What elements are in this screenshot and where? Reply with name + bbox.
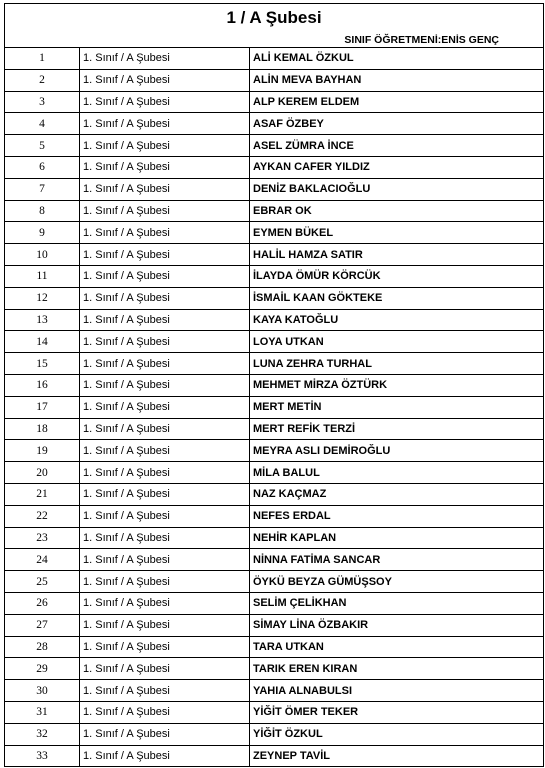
row-class: 1. Sınıf / A Şubesi [80, 592, 250, 614]
table-row [5, 483, 543, 505]
row-number: 13 [5, 309, 80, 331]
row-class: 1. Sınıf / A Şubesi [80, 200, 250, 222]
row-class: 1. Sınıf / A Şubesi [80, 244, 250, 266]
row-number: 1 [5, 48, 80, 69]
row-student-name: NEHİR KAPLAN [250, 527, 544, 549]
row-student-name: YİĞİT ÖMER TEKER [250, 701, 544, 723]
row-number: 20 [5, 462, 80, 484]
row-number: 12 [5, 287, 80, 309]
row-student-name: LOYA UTKAN [250, 331, 544, 353]
title-block [5, 3, 543, 48]
table-row [5, 527, 543, 549]
row-student-name: YİĞİT ÖZKUL [250, 723, 544, 745]
row-class: 1. Sınıf / A Şubesi [80, 745, 250, 767]
row-number: 6 [5, 156, 80, 178]
row-class: 1. Sınıf / A Şubesi [80, 91, 250, 113]
row-student-name: İLAYDA ÖMÜR KÖRCÜK [250, 265, 544, 287]
row-class: 1. Sınıf / A Şubesi [80, 48, 250, 69]
table-row [5, 309, 543, 331]
row-class: 1. Sınıf / A Şubesi [80, 723, 250, 745]
student-table [5, 48, 543, 767]
row-student-name: MERT METİN [250, 396, 544, 418]
row-number: 5 [5, 135, 80, 157]
row-number: 17 [5, 396, 80, 418]
row-number: 24 [5, 549, 80, 571]
row-student-name: EYMEN BÜKEL [250, 222, 544, 244]
row-class: 1. Sınıf / A Şubesi [80, 113, 250, 135]
table-row [5, 592, 543, 614]
row-student-name: MİLA BALUL [250, 462, 544, 484]
table-row [5, 287, 543, 309]
row-class: 1. Sınıf / A Şubesi [80, 505, 250, 527]
table-row [5, 156, 543, 178]
row-student-name: NİNNA FATİMA SANCAR [250, 549, 544, 571]
row-student-name: AYKAN CAFER YILDIZ [250, 156, 544, 178]
row-class: 1. Sınıf / A Şubesi [80, 135, 250, 157]
table-row [5, 113, 543, 135]
row-number: 29 [5, 658, 80, 680]
table-row [5, 549, 543, 571]
table-row [5, 244, 543, 266]
row-class: 1. Sınıf / A Şubesi [80, 571, 250, 593]
row-student-name: ASEL ZÜMRA İNCE [250, 135, 544, 157]
row-student-name: HALİL HAMZA SATIR [250, 244, 544, 266]
table-row [5, 48, 543, 69]
row-number: 28 [5, 636, 80, 658]
row-number: 3 [5, 91, 80, 113]
table-row [5, 680, 543, 702]
row-class: 1. Sınıf / A Şubesi [80, 222, 250, 244]
row-class: 1. Sınıf / A Şubesi [80, 396, 250, 418]
row-class: 1. Sınıf / A Şubesi [80, 636, 250, 658]
row-class: 1. Sınıf / A Şubesi [80, 462, 250, 484]
table-row [5, 331, 543, 353]
row-class: 1. Sınıf / A Şubesi [80, 418, 250, 440]
row-number: 2 [5, 69, 80, 91]
row-student-name: TARIK EREN KIRAN [250, 658, 544, 680]
row-class: 1. Sınıf / A Şubesi [80, 658, 250, 680]
row-class: 1. Sınıf / A Şubesi [80, 549, 250, 571]
row-number: 32 [5, 723, 80, 745]
table-row [5, 396, 543, 418]
row-number: 4 [5, 113, 80, 135]
row-number: 33 [5, 745, 80, 767]
row-student-name: ZEYNEP TAVİL [250, 745, 544, 767]
row-number: 26 [5, 592, 80, 614]
table-row [5, 222, 543, 244]
row-student-name: SİMAY LİNA ÖZBAKIR [250, 614, 544, 636]
row-number: 14 [5, 331, 80, 353]
table-row [5, 418, 543, 440]
student-table-body [5, 48, 543, 767]
table-row [5, 200, 543, 222]
row-number: 15 [5, 353, 80, 375]
row-class: 1. Sınıf / A Şubesi [80, 680, 250, 702]
table-row [5, 614, 543, 636]
row-number: 22 [5, 505, 80, 527]
table-row [5, 69, 543, 91]
row-class: 1. Sınıf / A Şubesi [80, 69, 250, 91]
row-student-name: NEFES ERDAL [250, 505, 544, 527]
row-student-name: ALP KEREM ELDEM [250, 91, 544, 113]
table-row [5, 178, 543, 200]
row-class: 1. Sınıf / A Şubesi [80, 178, 250, 200]
row-number: 30 [5, 680, 80, 702]
row-student-name: DENİZ BAKLACIOĞLU [250, 178, 544, 200]
row-class: 1. Sınıf / A Şubesi [80, 156, 250, 178]
table-row [5, 658, 543, 680]
row-student-name: ASAF ÖZBEY [250, 113, 544, 135]
row-class: 1. Sınıf / A Şubesi [80, 701, 250, 723]
row-number: 27 [5, 614, 80, 636]
row-number: 11 [5, 265, 80, 287]
table-row [5, 723, 543, 745]
row-number: 31 [5, 701, 80, 723]
class-list-sheet [4, 3, 544, 767]
row-student-name: NAZ KAÇMAZ [250, 483, 544, 505]
row-class: 1. Sınıf / A Şubesi [80, 374, 250, 396]
row-student-name: ÖYKÜ BEYZA GÜMÜŞSOY [250, 571, 544, 593]
table-row [5, 91, 543, 113]
table-row [5, 265, 543, 287]
row-student-name: LUNA ZEHRA TURHAL [250, 353, 544, 375]
row-number: 25 [5, 571, 80, 593]
row-class: 1. Sınıf / A Şubesi [80, 287, 250, 309]
table-row [5, 701, 543, 723]
row-class: 1. Sınıf / A Şubesi [80, 353, 250, 375]
row-class: 1. Sınıf / A Şubesi [80, 440, 250, 462]
row-class: 1. Sınıf / A Şubesi [80, 309, 250, 331]
row-student-name: MEHMET MİRZA ÖZTÜRK [250, 374, 544, 396]
row-student-name: SELİM ÇELİKHAN [250, 592, 544, 614]
row-student-name: EBRAR OK [250, 200, 544, 222]
row-number: 19 [5, 440, 80, 462]
row-class: 1. Sınıf / A Şubesi [80, 331, 250, 353]
table-row [5, 505, 543, 527]
row-number: 9 [5, 222, 80, 244]
row-number: 10 [5, 244, 80, 266]
row-number: 21 [5, 483, 80, 505]
row-class: 1. Sınıf / A Şubesi [80, 527, 250, 549]
row-number: 16 [5, 374, 80, 396]
row-number: 23 [5, 527, 80, 549]
row-student-name: TARA UTKAN [250, 636, 544, 658]
row-class: 1. Sınıf / A Şubesi [80, 265, 250, 287]
table-row [5, 440, 543, 462]
row-number: 18 [5, 418, 80, 440]
row-student-name: KAYA KATOĞLU [250, 309, 544, 331]
table-row [5, 135, 543, 157]
row-class: 1. Sınıf / A Şubesi [80, 614, 250, 636]
row-student-name: ALİN MEVA BAYHAN [250, 69, 544, 91]
row-number: 8 [5, 200, 80, 222]
row-class: 1. Sınıf / A Şubesi [80, 483, 250, 505]
table-row [5, 374, 543, 396]
row-student-name: MEYRA ASLI DEMİROĞLU [250, 440, 544, 462]
row-student-name: MERT REFİK TERZİ [250, 418, 544, 440]
table-row [5, 571, 543, 593]
row-number: 7 [5, 178, 80, 200]
teacher-label: SINIF ÖĞRETMENİ:ENİS GENÇ [344, 34, 499, 46]
table-row [5, 462, 543, 484]
row-student-name: İSMAİL KAAN GÖKTEKE [250, 287, 544, 309]
table-row [5, 745, 543, 767]
table-row [5, 636, 543, 658]
row-student-name: YAHIA ALNABULSI [250, 680, 544, 702]
row-student-name: ALİ KEMAL ÖZKUL [250, 48, 544, 69]
page-title: 1 / A Şubesi [226, 8, 322, 27]
table-row [5, 353, 543, 375]
